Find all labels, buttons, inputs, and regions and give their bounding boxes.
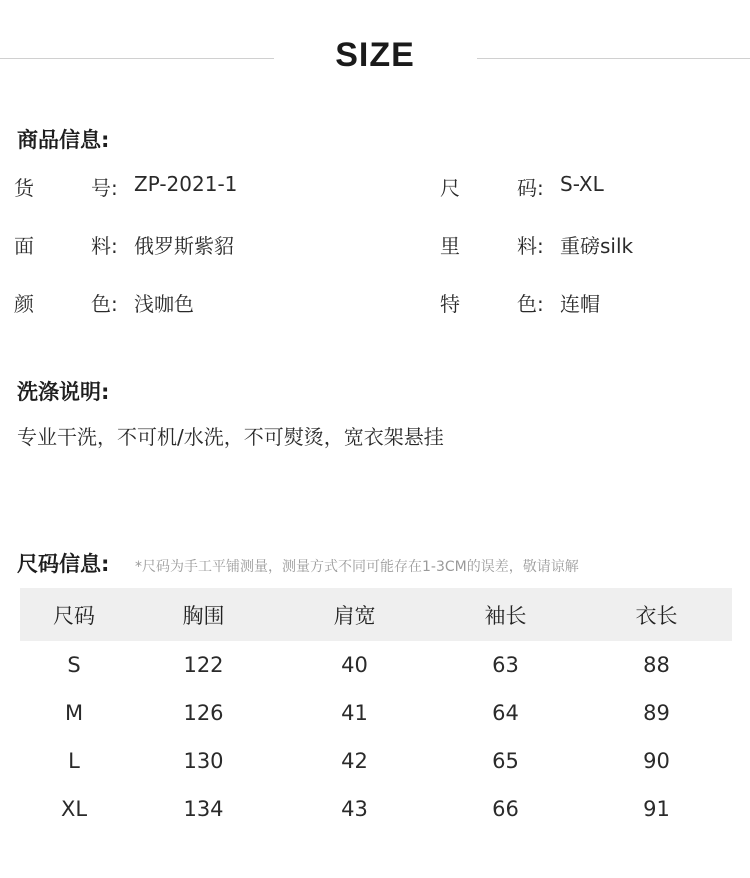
size-table — [20, 588, 732, 833]
field-label-char1: 特 — [440, 292, 460, 316]
field-label-char2: 色: — [91, 292, 118, 316]
table-cell: 65 — [492, 749, 519, 773]
measurement-note: *尺码为手工平铺测量，测量方式不同可能存在1-3CM的误差，敬请谅解 — [135, 559, 579, 575]
field-value: 浅咖色 — [134, 292, 194, 316]
column-header-size: 尺码 — [20, 588, 128, 641]
table-row — [20, 737, 732, 785]
field-label-char2: 料: — [517, 234, 544, 258]
care-instructions: 专业干洗，不可机/水洗，不可熨烫，宽衣架悬挂 — [17, 425, 444, 449]
field-label-char1: 面 — [14, 234, 34, 258]
table-cell: 126 — [183, 701, 224, 725]
table-row — [20, 689, 732, 737]
column-header-sleeve: 袖长 — [430, 588, 581, 641]
field-label-char1: 里 — [440, 234, 460, 258]
table-cell: S — [67, 653, 81, 677]
table-cell: L — [68, 749, 80, 773]
table-row — [20, 641, 732, 689]
table-header-row — [20, 588, 732, 641]
table-cell: 90 — [643, 749, 670, 773]
table-cell: 40 — [341, 653, 368, 677]
column-header-shoulder: 肩宽 — [279, 588, 430, 641]
field-value: 重磅silk — [560, 234, 634, 258]
care-heading: 洗涤说明: — [17, 380, 110, 404]
field-label-char1: 货 — [14, 176, 34, 200]
table-cell: 122 — [183, 653, 224, 677]
field-value: S-XL — [560, 172, 604, 196]
table-cell: M — [64, 701, 84, 725]
table-cell: 66 — [492, 797, 519, 821]
table-cell: 43 — [341, 797, 368, 821]
field-value: ZP-2021-1 — [134, 172, 238, 196]
column-header-chest: 胸围 — [128, 588, 279, 641]
page-title: SIZE — [335, 36, 415, 74]
field-label-char2: 色: — [517, 292, 544, 316]
column-header-length: 衣长 — [581, 588, 732, 641]
table-cell: 91 — [643, 797, 670, 821]
table-cell: XL — [60, 797, 88, 821]
size-info-heading: 尺码信息: — [17, 552, 110, 576]
field-label-char2: 码: — [517, 176, 544, 200]
table-cell: 41 — [341, 701, 368, 725]
field-label-char1: 颜 — [14, 292, 34, 316]
product-info-heading: 商品信息: — [17, 128, 110, 152]
table-cell: 64 — [492, 701, 519, 725]
field-label-char2: 料: — [91, 234, 118, 258]
table-cell: 89 — [643, 701, 670, 725]
table-row — [20, 785, 732, 833]
field-value: 连帽 — [560, 292, 600, 316]
table-cell: 63 — [492, 653, 519, 677]
field-value: 俄罗斯紫貂 — [134, 234, 234, 258]
table-cell: 42 — [341, 749, 368, 773]
table-cell: 134 — [183, 797, 224, 821]
table-cell: 88 — [643, 653, 670, 677]
field-label-char1: 尺 — [440, 176, 460, 200]
field-label-char2: 号: — [91, 176, 118, 200]
table-cell: 130 — [183, 749, 224, 773]
title-divider-right — [477, 58, 750, 59]
